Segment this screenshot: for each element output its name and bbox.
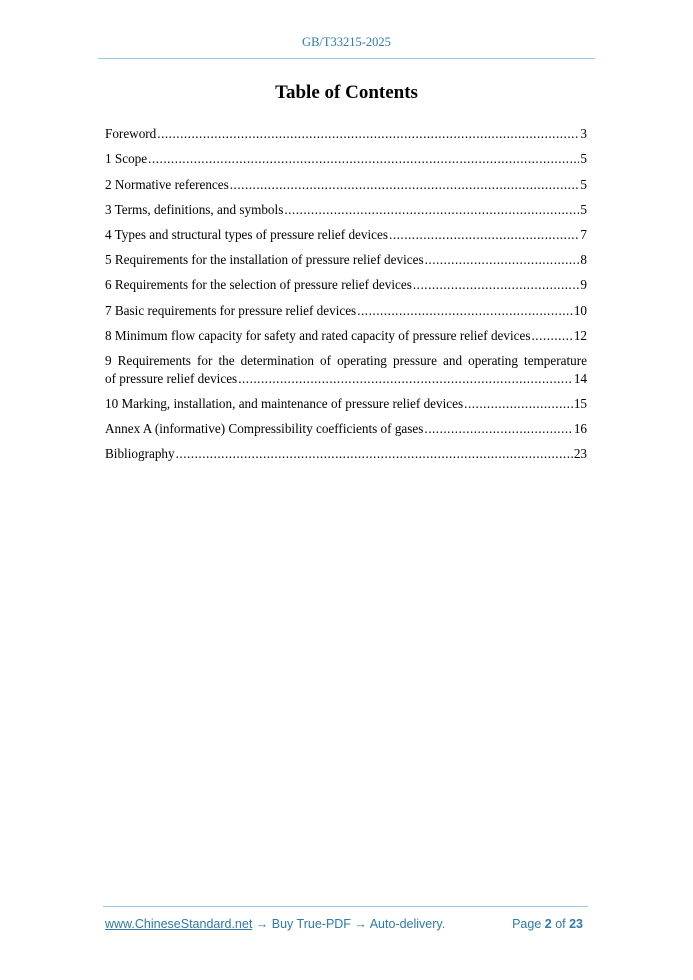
toc-page: 10 xyxy=(573,302,587,318)
table-of-contents xyxy=(105,118,587,463)
toc-leader xyxy=(357,302,573,320)
toc-leader xyxy=(424,420,572,438)
toc-leader xyxy=(413,276,580,294)
toc-page: 8 xyxy=(580,252,587,268)
toc-page: 5 xyxy=(580,176,587,192)
toc-page: 16 xyxy=(573,421,587,437)
toc-entry-selection-requirements[interactable] xyxy=(105,269,587,294)
toc-label: 1 Scope xyxy=(105,151,148,167)
toc-leader xyxy=(157,125,579,143)
toc-page: 3 xyxy=(580,126,587,142)
toc-page: 23 xyxy=(573,446,587,462)
toc-page: 15 xyxy=(573,395,587,411)
toc-entry-scope[interactable] xyxy=(105,143,587,168)
toc-leader xyxy=(176,445,573,463)
toc-entry-terms[interactable] xyxy=(105,194,587,219)
toc-label: Annex A (informative) Compressibility coefficients of gases xyxy=(105,421,424,437)
toc-page: 5 xyxy=(580,201,587,217)
toc-page: 5 xyxy=(580,151,587,167)
toc-leader xyxy=(230,176,580,194)
toc-leader xyxy=(464,395,573,413)
page-footer xyxy=(105,917,583,931)
toc-entry-bibliography[interactable] xyxy=(105,438,587,463)
toc-label: 9 Requirements for the determination of operating pressure and operating temperature xyxy=(105,352,587,368)
page-indicator xyxy=(512,917,583,931)
toc-page: 14 xyxy=(573,370,587,386)
page-prefix: Page xyxy=(512,917,545,931)
header-divider xyxy=(98,58,595,59)
toc-entry-normative-references[interactable] xyxy=(105,168,587,193)
website-link[interactable]: www.ChineseStandard.net xyxy=(105,917,253,931)
toc-label: 10 Marking, installation, and maintenance of pressure relief devices xyxy=(105,395,464,411)
footer-divider xyxy=(103,906,588,907)
toc-leader xyxy=(238,370,573,388)
toc-label: 5 Requirements for the installation of pressure relief devices xyxy=(105,252,424,268)
toc-label: Foreword xyxy=(105,126,157,142)
toc-entry-marking[interactable] xyxy=(105,388,587,413)
toc-label-continued: of pressure relief devices xyxy=(105,370,238,386)
toc-leader xyxy=(425,251,580,269)
toc-label: 4 Types and structural types of pressure relief devices xyxy=(105,226,389,242)
toc-page: 12 xyxy=(573,327,587,343)
toc-entry-basic-requirements[interactable] xyxy=(105,294,587,319)
toc-entry-flow-capacity[interactable] xyxy=(105,320,587,345)
toc-entry-installation-requirements[interactable] xyxy=(105,244,587,269)
toc-label: 7 Basic requirements for pressure relief devices xyxy=(105,302,357,318)
toc-leader xyxy=(148,150,579,168)
page-of: of xyxy=(551,917,570,931)
toc-page: 7 xyxy=(580,226,587,242)
footer-promo xyxy=(105,917,445,931)
toc-label: 8 Minimum flow capacity for safety and rated capacity of pressure relief devices xyxy=(105,327,531,343)
toc-entry-operating-pressure[interactable] xyxy=(105,345,587,388)
current-page: 2 xyxy=(544,917,552,931)
toc-entry-annex-a[interactable] xyxy=(105,413,587,438)
toc-label: Bibliography xyxy=(105,446,175,462)
toc-leader xyxy=(284,201,579,219)
toc-leader xyxy=(532,327,573,345)
toc-entry-types[interactable] xyxy=(105,219,587,244)
toc-label: 2 Normative references xyxy=(105,176,229,192)
promo-text: → Buy True-PDF → Auto-delivery. xyxy=(252,917,446,931)
toc-label: 6 Requirements for the selection of pressure relief devices xyxy=(105,277,412,293)
total-pages: 23 xyxy=(569,917,583,931)
page-title: Table of Contents xyxy=(275,82,418,103)
document-code: GB/T33215-2025 xyxy=(302,35,391,49)
toc-label: 3 Terms, definitions, and symbols xyxy=(105,201,284,217)
toc-page: 9 xyxy=(580,277,587,293)
toc-entry-foreword[interactable] xyxy=(105,118,587,143)
toc-leader xyxy=(389,226,579,244)
